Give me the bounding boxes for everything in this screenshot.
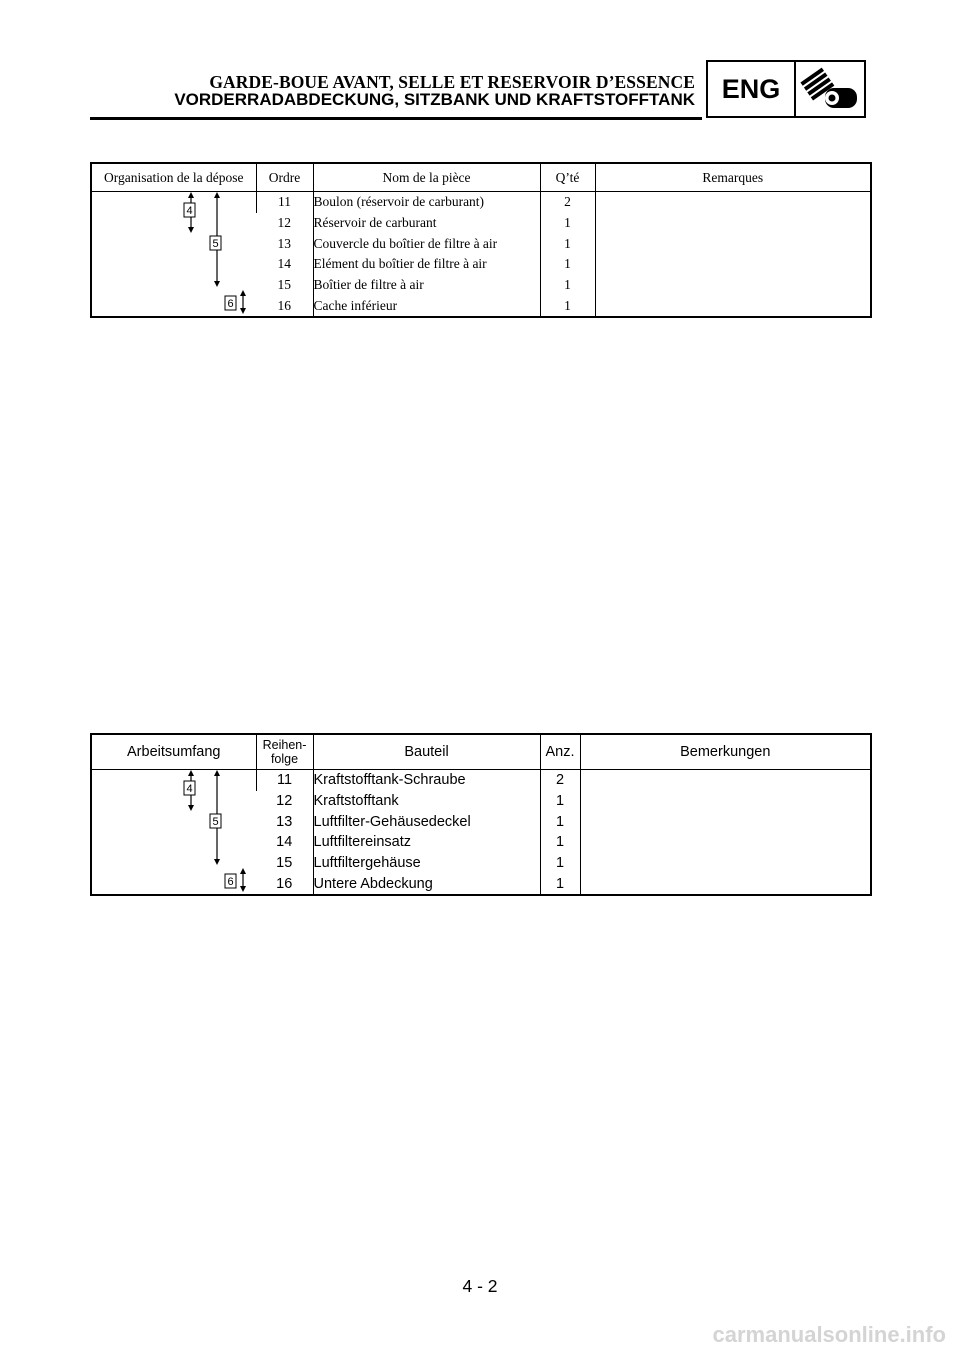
part-name-cell: Cache inférieur (313, 295, 540, 317)
qty-cell: 1 (540, 233, 595, 254)
part-name-cell: Réservoir de carburant (313, 213, 540, 234)
disassembly-organisation-cell (91, 192, 256, 318)
marker-6: 6 (227, 298, 234, 310)
order-cell: 15 (276, 855, 293, 872)
part-name-cell: Boîtier de filtre à air (313, 275, 540, 296)
remarks-cell (595, 192, 871, 318)
qty-cell: 1 (540, 873, 580, 895)
col-header-reihenfolge (256, 734, 313, 770)
order-cell: 16 (276, 875, 293, 892)
header-title-de: VORDERRADABDECKUNG, SITZBANK UND KRAFTSTOFFTANK (174, 90, 695, 109)
part-name-cell: Untere Abdeckung (313, 873, 540, 895)
wrench-bolt-icon (796, 62, 864, 116)
order-cell: 16 (277, 297, 291, 313)
reihenfolge-line-1: Reihen- (262, 738, 307, 752)
col-header-ordre: Ordre (256, 163, 313, 192)
parts-table-de (90, 733, 872, 896)
qty-cell: 1 (540, 791, 580, 812)
order-cell: 13 (277, 235, 291, 251)
header-rule (90, 117, 702, 120)
watermark: carmanualsonline.info (712, 1322, 946, 1347)
parts-table-fr (90, 162, 872, 318)
part-name-cell: Boulon (réservoir de carburant) (313, 192, 540, 213)
part-name-cell: Couvercle du boîtier de filtre à air (313, 233, 540, 254)
col-header-bauteil: Bauteil (313, 734, 540, 770)
marker-4: 4 (186, 205, 193, 217)
order-cell: 14 (277, 256, 291, 272)
qty-cell: 2 (540, 192, 595, 213)
qty-cell: 1 (540, 295, 595, 317)
part-name-cell: Luftfiltereinsatz (313, 832, 540, 853)
marker-5: 5 (212, 816, 219, 828)
qty-cell: 1 (540, 832, 580, 853)
part-name-cell: Luftfilter-Gehäusedeckel (313, 811, 540, 832)
order-cell: 11 (256, 192, 313, 213)
part-name-cell: Elément du boîtier de filtre à air (313, 254, 540, 275)
sequence-arrows (92, 770, 257, 894)
col-header-qte: Q’té (540, 163, 595, 192)
table-header-row (91, 163, 871, 192)
marker-4: 4 (186, 783, 193, 795)
order-cell: 12 (277, 215, 291, 231)
qty-cell: 1 (540, 254, 595, 275)
work-scope-cell (91, 770, 256, 896)
table-row (91, 192, 871, 213)
col-header-anz: Anz. (540, 734, 580, 770)
part-name-cell: Kraftstofftank-Schraube (313, 770, 540, 791)
page-number: 4 - 2 (462, 1276, 498, 1296)
col-header-arbeitsumfang: Arbeitsumfang (91, 734, 256, 770)
table-header-row (91, 734, 871, 770)
order-cell: 12 (276, 793, 293, 810)
table-row (91, 770, 871, 791)
reihenfolge-line-2: folge (270, 752, 299, 766)
order-cell: 13 (276, 813, 293, 830)
header-title-fr: GARDE-BOUE AVANT, SELLE ET RESERVOIR D’ESSENCE (209, 72, 695, 92)
part-name-cell: Kraftstofftank (313, 791, 540, 812)
qty-cell: 1 (540, 853, 580, 874)
qty-cell: 2 (540, 770, 580, 791)
qty-cell: 1 (540, 811, 580, 832)
order-cell: 15 (277, 277, 291, 293)
col-header-remarques: Remarques (595, 163, 871, 192)
eng-badge (706, 60, 866, 118)
sequence-arrows (92, 192, 257, 316)
part-name-cell: Luftfiltergehäuse (313, 853, 540, 874)
order-cell: 14 (276, 834, 293, 851)
order-cell: 11 (256, 770, 313, 791)
eng-label: ENG (708, 62, 796, 116)
col-header-organisation: Organisation de la dépose (91, 163, 256, 192)
marker-5: 5 (212, 238, 219, 250)
qty-cell: 1 (540, 213, 595, 234)
col-header-nom: Nom de la pièce (313, 163, 540, 192)
remarks-cell (580, 770, 871, 896)
marker-6: 6 (227, 876, 234, 888)
col-header-bemerkungen: Bemerkungen (580, 734, 871, 770)
qty-cell: 1 (540, 275, 595, 296)
